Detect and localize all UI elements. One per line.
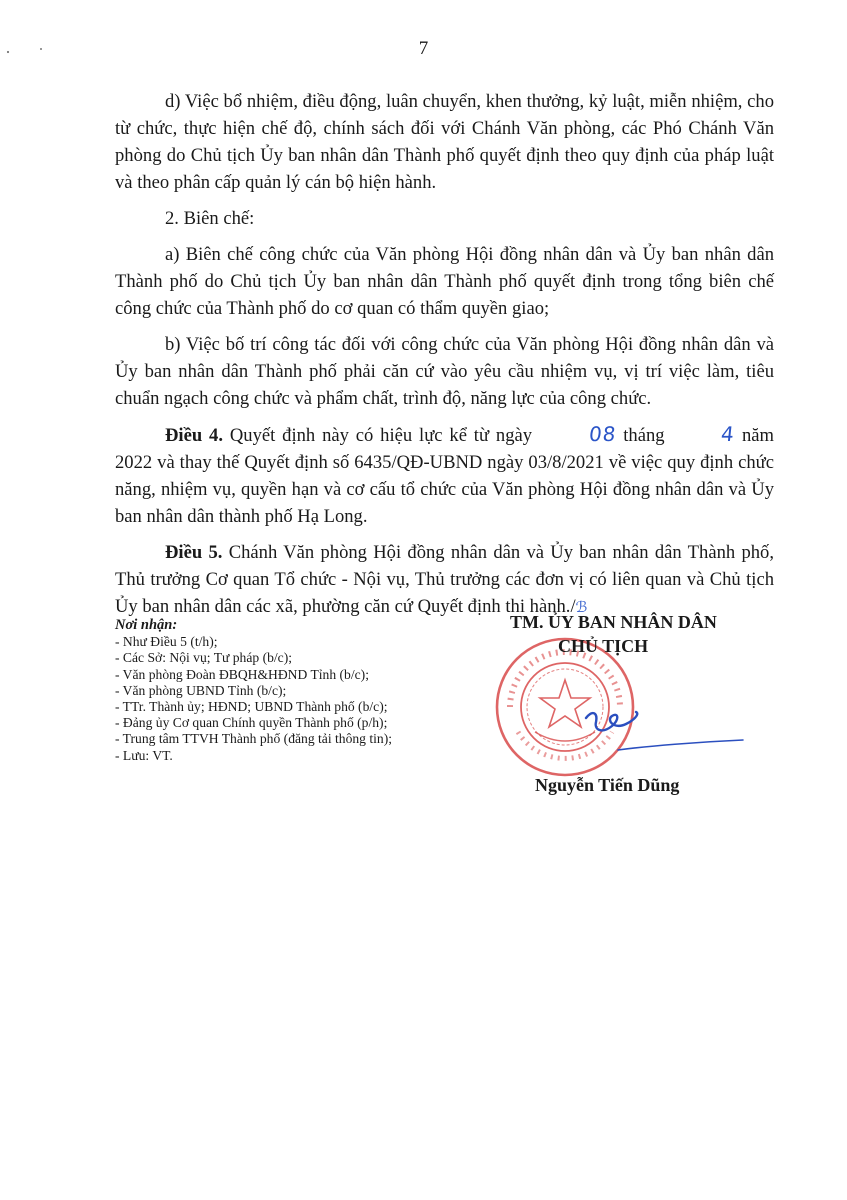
page-number: 7: [418, 38, 429, 59]
recipient-item: - Lưu: VT.: [115, 747, 173, 763]
handwritten-signature: [578, 690, 748, 762]
article-4-text-c: năm 2022 và thay thế Quyết định số 6435/QĐ-UBND ngày 03/8/2021 về việc quy định chức năng, nhiệm vụ, quyền hạn và cơ cấu tổ chức của Văn phòng Hội đồng nhân dân và Ủy ban nhân dân thành phố Hạ Long.: [115, 425, 775, 527]
recipients-block: [115, 617, 495, 764]
recipient-item: - TTr. Thành ủy; HĐND; UBND Thành phố (b/c);: [115, 699, 388, 715]
document-body: [115, 88, 774, 630]
article-5-text: Chánh Văn phòng Hội đồng nhân dân và Ủy ban nhân dân Thành phố, Thủ trưởng Cơ quan Tổ chức - Nội vụ, Thủ trưởng các đơn vị có liên quan và Chủ tịch Ủy ban nhân dân các xã, phường căn cứ Quyết định thi hành./: [115, 542, 774, 617]
article-5: [115, 539, 774, 621]
recipient-item: - Trung tâm TTVH Thành phố (đăng tải thông tin);: [115, 731, 393, 747]
article-5-label: Điều 5.: [165, 542, 223, 563]
article-4: [115, 421, 774, 530]
recipient-item: - Văn phòng Đoàn ĐBQH&HĐND Tỉnh (b/c);: [115, 666, 369, 682]
paragraph-staffing-heading: 2. Biên chế:: [165, 208, 255, 229]
signature-organization: TM. ỦY BAN NHÂN DÂN: [510, 612, 717, 632]
signer-name: Nguyễn Tiến Dũng: [535, 775, 680, 795]
handwritten-day: 08: [587, 422, 618, 446]
recipients-heading: Nơi nhận:: [115, 617, 178, 633]
signature-title: CHỦ TỊCH: [558, 636, 649, 656]
recipient-item: - Đảng ủy Cơ quan Chính quyền Thành phố (p/h);: [115, 715, 388, 731]
article-4-text-a: Quyết định này có hiệu lực kể từ ngày: [223, 425, 539, 446]
paragraph-d: d) Việc bổ nhiệm, điều động, luân chuyển, khen thưởng, kỷ luật, miễn nhiệm, cho từ chức, thực hiện chế độ, chính sách đối với Chánh Văn phòng, các Phó Chánh Văn phòng do Chủ tịch Ủy ban nhân dân Thành phố quyết định theo quy định của pháp luật và theo phân cấp quản lý cán bộ hiện hành.: [115, 91, 774, 193]
handwritten-month: 4: [720, 422, 737, 446]
recipient-item: - Như Điều 5 (t/h);: [115, 634, 218, 650]
paragraph-a: a) Biên chế công chức của Văn phòng Hội đồng nhân dân và Ủy ban nhân dân Thành phố do Chủ tịch Ủy ban nhân dân Thành phố quyết định trong tổng biên chế công chức của Thành phố do cơ quan có thẩm quyền giao;: [115, 244, 774, 319]
article-4-label: Điều 4.: [165, 425, 223, 446]
recipients-list: [115, 634, 495, 764]
signature-block: [490, 612, 750, 812]
recipient-item: - Các Sở: Nội vụ; Tư pháp (b/c);: [115, 650, 293, 666]
handwritten-initials: ℬ: [575, 598, 588, 616]
paragraph-b: b) Việc bố trí công tác đối với công chức của Văn phòng Hội đồng nhân dân và Ủy ban nhân dân Thành phố phải căn cứ vào yêu cầu nhiệm vụ, vị trí việc làm, tiêu chuẩn ngạch công chức và phẩm chất, trình độ, năng lực của công chức.: [115, 334, 774, 409]
recipient-item: - Văn phòng UBND Tỉnh (b/c);: [115, 682, 287, 698]
article-4-text-b: tháng: [616, 425, 672, 446]
